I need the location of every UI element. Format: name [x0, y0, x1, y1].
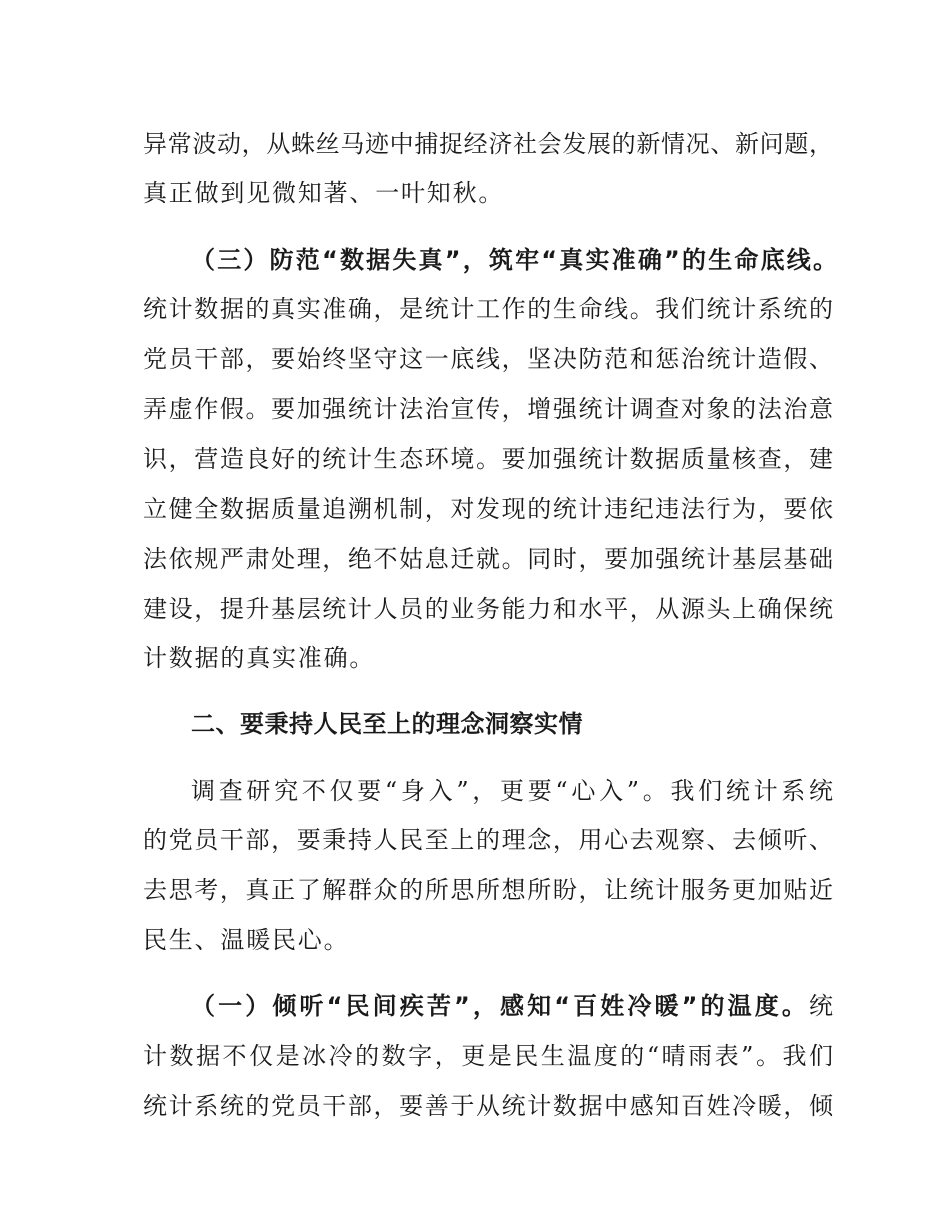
text-line: 建设，提升基层统计人员的业务能力和水平，从源头上确保统	[143, 595, 833, 623]
text-line: 计数据不仅是冰冷的数字，更是民生温度的“晴雨表”。我们	[143, 1042, 833, 1070]
text-line: 党员干部，要始终坚守这一底线，坚决防范和惩治统计造假、	[143, 345, 833, 373]
text-line: 计数据的真实准确。	[143, 644, 376, 672]
text-line: 的党员干部，要秉持人民至上的理念，用心去观察、去倾听、	[143, 826, 833, 854]
text-line: 异常波动，从蛛丝马迹中捕捉经济社会发展的新情况、新问题，	[143, 130, 833, 158]
text-line: 统计数据的真实准确，是统计工作的生命线。我们统计系统的	[143, 295, 833, 323]
text-line: 立健全数据质量追溯机制，对发现的统计违纪违法行为，要依	[143, 495, 833, 523]
section-heading: 二、要秉持人民至上的理念洞察实情	[191, 710, 583, 738]
text-fragment: 统	[809, 992, 833, 1020]
text-line: 弄虚作假。要加强统计法治宣传，增强统计调查对象的法治意	[143, 395, 833, 423]
text-line: 法依规严肃处理，绝不姑息迁就。同时，要加强统计基层基础	[143, 545, 833, 573]
section-subheading: （一）倾听“民间疾苦”，感知“百姓冷暖”的温度。	[191, 992, 809, 1020]
text-line: 民生、温暖民心。	[143, 926, 350, 954]
text-line: 去思考，真正了解群众的所思所想所盼，让统计服务更加贴近	[143, 876, 833, 904]
text-line: 真正做到见微知著、一叶知秋。	[143, 179, 505, 207]
text-line: 识，营造良好的统计生态环境。要加强统计数据质量核查，建	[143, 445, 833, 473]
text-line: 调查研究不仅要“身入”，更要“心入”。我们统计系统	[191, 777, 833, 805]
section-subheading: （三）防范“数据失真”，筑牢“真实准确”的生命底线。	[191, 246, 837, 274]
section-subheading-line	[191, 986, 833, 1026]
text-line: 统计系统的党员干部，要善于从统计数据中感知百姓冷暖，倾	[143, 1092, 833, 1120]
